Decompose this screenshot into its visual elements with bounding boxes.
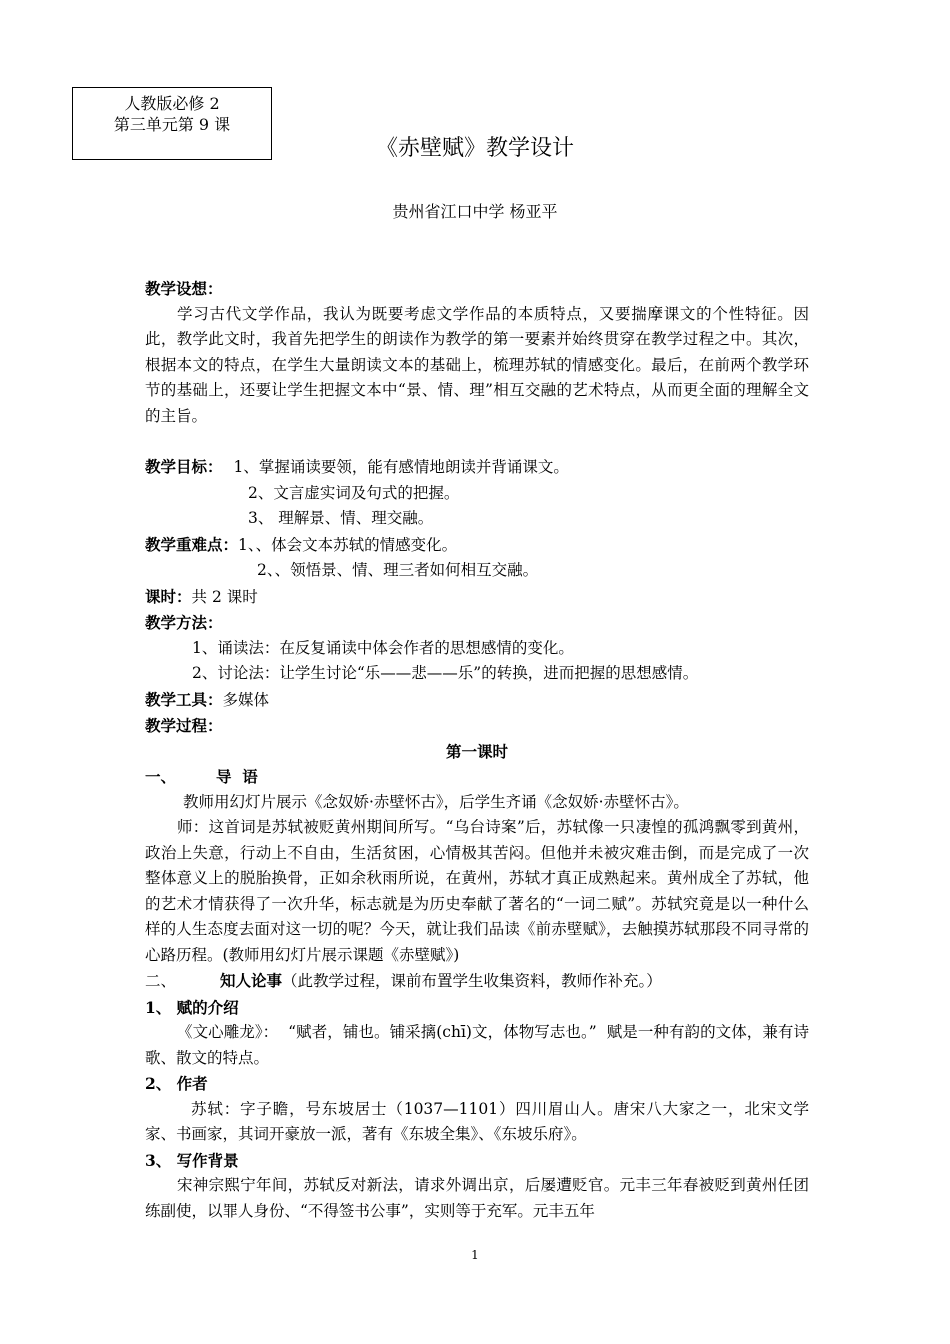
spacer [145, 429, 809, 454]
process-label: 教学过程： [145, 716, 223, 735]
subsection-2-text: 苏轼：字子瞻，号东坡居士（1037—1101）四川眉山人。唐宋八大家之一，北宋文学家、书画家，其词开豪放一派，著有《东坡全集》、《东坡乐府》。 [145, 1099, 809, 1143]
section-1-title: 导 语 [216, 767, 258, 786]
method-item-2: 2、讨论法：让学生讨论“乐——悲——乐”的转换，进而把握的思想感情。 [192, 664, 699, 682]
difficulty-item-1: 1、、体会文本苏轼的情感变化。 [238, 535, 458, 554]
subsection-2-heading: 2、 作者 [145, 1074, 208, 1093]
course-info-line1: 人教版必修 2 [124, 94, 220, 113]
design-heading: 教学设想： [145, 279, 223, 298]
tools-value: 多媒体 [222, 690, 270, 709]
subsection-1-heading: 1、 赋的介绍 [145, 997, 239, 1017]
document-title: 《赤壁赋》教学设计 [375, 136, 574, 161]
hours-value: 共 2 课时 [191, 587, 258, 606]
section-1-paragraph-1: 教师用幻灯片展示《念奴娇·赤壁怀古》，后学生齐诵《念奴娇·赤壁怀古》。 [183, 792, 689, 811]
section-2-note: （此教学过程，课前布置学生收集资料，教师作补充。） [282, 972, 662, 990]
subsection-3-text: 宋神宗熙宁年间，苏轼反对新法，请求外调出京，后屡遭贬官。元丰三年春被贬到黄州任团练副使，以罪人身份、“不得签书公事”，实则等于充军。元丰五年 [145, 1176, 809, 1220]
goals-label: 教学目标： [145, 457, 223, 476]
goal-item-2: 2、文言虚实词及句式的把握。 [248, 483, 460, 502]
difficulty-item-2: 2、、领悟景、情、理三者如何相互交融。 [257, 561, 539, 579]
goal-item-1: 1、掌握诵读要领，能有感情地朗读并背诵课文。 [233, 458, 569, 476]
author-line: 贵州省江口中学 杨亚平 [392, 202, 558, 221]
section-2-heading [145, 968, 809, 995]
tools-row [145, 687, 809, 714]
methods-label: 教学方法： [145, 613, 223, 632]
section-1-paragraph-2: 师：这首词是苏轼被贬黄州期间所写。“乌台诗案”后，苏轼像一只凄惶的孤鸿飘零到黄州，政治上失意，行动上不自由，生活贫困，心情极其苦闷。但他并未被灾难击倒，而是完成了一次整体意义上的脱胎换骨，正如余秋雨所说，在黄州，苏轼才真正成熟起来。黄州成全了苏轼，他的艺术才情获得了一次升华，标志就是为历史奉献了著名的“一词二赋”。苏轼究竟是以一种什么样的人生态度去面对这一切的呢？今天，就让我们品读《前赤壁赋》，去触摸苏轼那段不同寻常的心路历程。(教师用幻灯片展示课题《赤壁赋》) [145, 818, 809, 964]
page-number: 1 [471, 1248, 479, 1262]
section-2-number: 二、 [145, 972, 177, 990]
goals-row-1 [145, 454, 809, 481]
hours-label: 课时： [145, 586, 192, 606]
course-info-line2: 第三单元第 9 课 [113, 115, 231, 134]
subsection-1-text: 《文心雕龙》： “赋者，铺也。铺采摛(chī)文，体物写志也。” 赋是一种有韵的文体，兼有诗歌、散文的特点。 [145, 1023, 809, 1067]
difficulties-label: 教学重难点： [145, 534, 239, 554]
document-body [145, 276, 809, 1224]
lesson-1-heading: 第一课时 [445, 741, 508, 761]
difficulties-row-1 [145, 532, 809, 559]
design-paragraph: 学习古代文学作品，我认为既要考虑文学作品的本质特点，又要揣摩课文的个性特征。因此，教学此文时，我首先把学生的朗读作为教学的第一要素并始终贯穿在教学过程之中。其次，根据本文的特点，在学生大量朗读文本的基础上，梳理苏轼的情感变化。最后，在前两个教学环节的基础上，还要让学生把握文本中“景、情、理”相互交融的艺术特点，从而更全面的理解全文的主旨。 [145, 304, 809, 425]
section-1-heading [145, 764, 809, 790]
method-item-1: 1、诵读法：在反复诵读中体会作者的思想感情的变化。 [192, 638, 574, 657]
section-2-title: 知人论事 [220, 971, 283, 990]
goal-item-3: 3、 理解景、情、理交融。 [248, 509, 434, 527]
tools-label: 教学工具： [145, 689, 223, 709]
section-1-number: 一、 [145, 767, 177, 786]
subsection-3-heading: 3、 写作背景 [145, 1150, 239, 1170]
hours-row [145, 584, 809, 611]
